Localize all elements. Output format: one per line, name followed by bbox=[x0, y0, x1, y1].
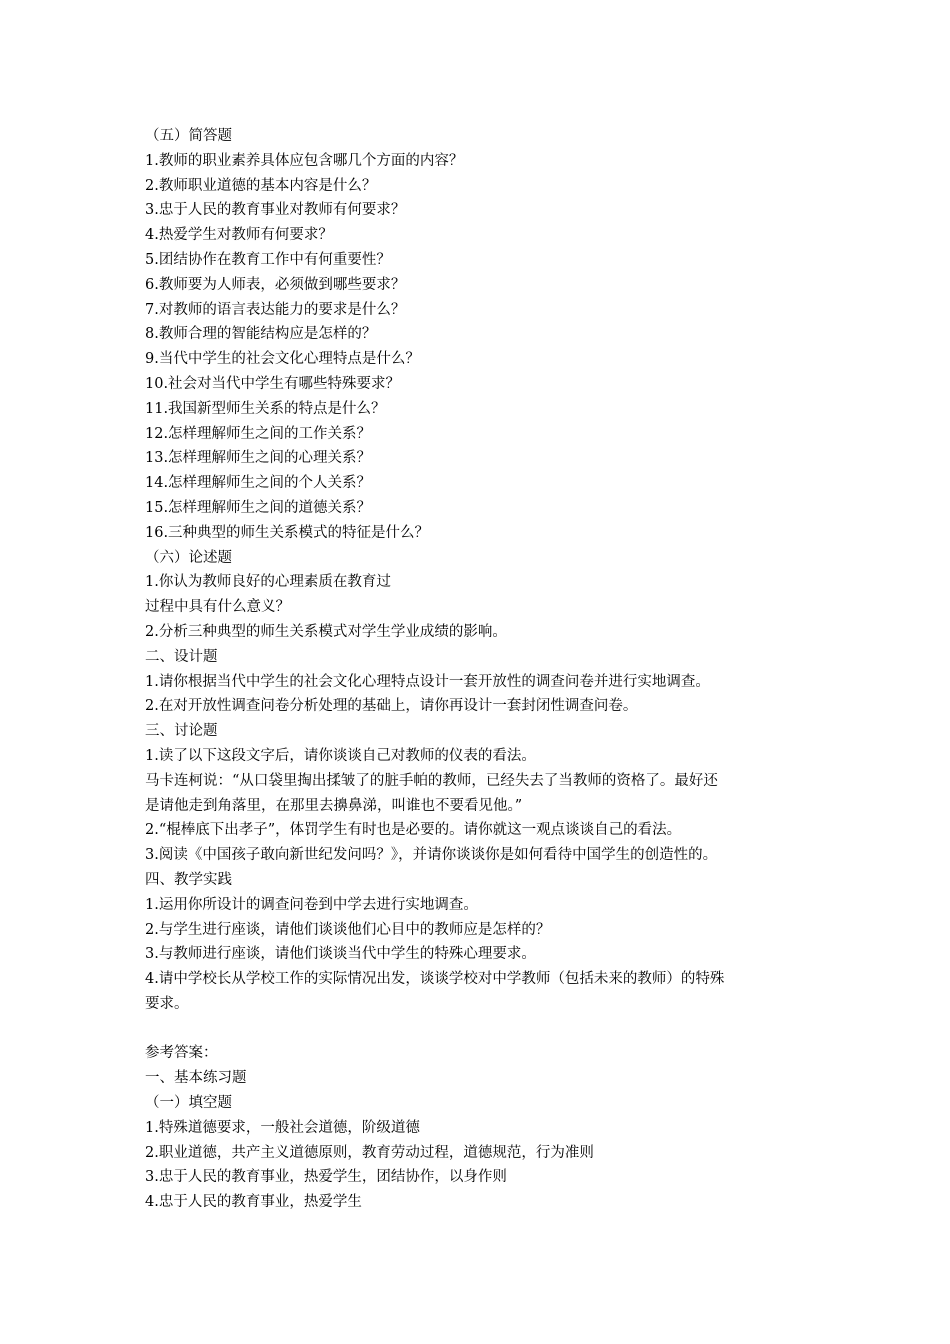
question-line: 6.教师要为人师表，必须做到哪些要求？ bbox=[145, 276, 406, 293]
question-line: 1.请你根据当代中学生的社会文化心理特点设计一套开放性的调查问卷并进行实地调查。 bbox=[145, 673, 710, 690]
question-line: 1.读了以下这段文字后，请你谈谈自己对教师的仪表的看法。 bbox=[145, 747, 536, 764]
question-line: 1.教师的职业素养具体应包含哪几个方面的内容？ bbox=[145, 152, 464, 169]
answer-line: （一）填空题 bbox=[145, 1095, 232, 1112]
question-line: 5.团结协作在教育工作中有何重要性？ bbox=[145, 251, 391, 268]
question-line: 4.热爱学生对教师有何要求？ bbox=[145, 227, 333, 244]
question-line: 4.请中学校长从学校工作的实际情况出发，谈谈学校对中学教师（包括未来的教师）的特殊 bbox=[145, 971, 725, 988]
question-line: 1.你认为教师良好的心理素质在教育过 bbox=[145, 574, 391, 591]
question-line: 过程中具有什么意义？ bbox=[145, 599, 290, 616]
question-line: 2.“棍棒底下出孝子”，体罚学生有时也是必要的。请你就这一观点谈谈自己的看法。 bbox=[145, 822, 682, 839]
answer-line: 2.职业道德，共产主义道德原则，教育劳动过程，道德规范，行为准则 bbox=[145, 1144, 594, 1161]
answer-line: 1.特殊道德要求，一般社会道德，阶级道德 bbox=[145, 1119, 420, 1136]
question-line: 3.与教师进行座谈，请他们谈谈当代中学生的特殊心理要求。 bbox=[145, 946, 536, 963]
question-line: 11.我国新型师生关系的特点是什么？ bbox=[145, 400, 386, 417]
answer-line: 4.忠于人民的教育事业，热爱学生 bbox=[145, 1194, 362, 1211]
document-page bbox=[145, 124, 815, 1215]
question-line: 12.怎样理解师生之间的工作关系？ bbox=[145, 425, 372, 442]
question-line: （五）简答题 bbox=[145, 128, 232, 144]
questions-section bbox=[145, 124, 815, 1017]
question-line: 2.分析三种典型的师生关系模式对学生学业成绩的影响。 bbox=[145, 623, 507, 640]
answers-section bbox=[145, 1041, 815, 1215]
question-line: 要求。 bbox=[145, 995, 189, 1012]
section-gap bbox=[145, 1017, 815, 1042]
question-line: 二、设计题 bbox=[145, 648, 218, 665]
answer-line: 一、基本练习题 bbox=[145, 1070, 247, 1087]
question-line: 2.与学生进行座谈，请他们谈谈他们心目中的教师应是怎样的？ bbox=[145, 921, 551, 938]
question-line: 7.对教师的语言表达能力的要求是什么？ bbox=[145, 301, 406, 318]
answer-line: 参考答案： bbox=[145, 1045, 218, 1062]
question-line: 1.运用你所设计的调查问卷到中学去进行实地调查。 bbox=[145, 896, 478, 913]
question-line: 3.阅读《中国孩子敢向新世纪发问吗？》，并请你谈谈你是如何看待中国学生的创造性的。 bbox=[145, 847, 718, 864]
question-line: 8.教师合理的智能结构应是怎样的？ bbox=[145, 326, 377, 343]
question-line: 马卡连柯说：“从口袋里掏出揉皱了的脏手帕的教师，已经失去了当教师的资格了。最好还 bbox=[145, 772, 718, 789]
question-line: 2.教师职业道德的基本内容是什么？ bbox=[145, 177, 377, 194]
question-line: 16.三种典型的师生关系模式的特征是什么？ bbox=[145, 524, 430, 541]
question-line: 10.社会对当代中学生有哪些特殊要求？ bbox=[145, 375, 401, 392]
question-line: 9.当代中学生的社会文化心理特点是什么？ bbox=[145, 351, 420, 368]
question-line: 2.在对开放性调查问卷分析处理的基础上，请你再设计一套封闭性调查问卷。 bbox=[145, 698, 638, 715]
question-line: 3.忠于人民的教育事业对教师有何要求？ bbox=[145, 202, 406, 219]
question-line: 14.怎样理解师生之间的个人关系？ bbox=[145, 475, 372, 492]
question-line: （六）论述题 bbox=[145, 549, 232, 566]
question-line: 是请他走到角落里，在那里去擤鼻涕，叫谁也不要看见他。” bbox=[145, 797, 523, 814]
question-line: 四、教学实践 bbox=[145, 871, 232, 888]
question-line: 13.怎样理解师生之间的心理关系？ bbox=[145, 450, 372, 467]
answer-line: 3.忠于人民的教育事业，热爱学生，团结协作，以身作则 bbox=[145, 1169, 507, 1186]
question-line: 15.怎样理解师生之间的道德关系？ bbox=[145, 499, 372, 516]
question-line: 三、讨论题 bbox=[145, 723, 218, 740]
